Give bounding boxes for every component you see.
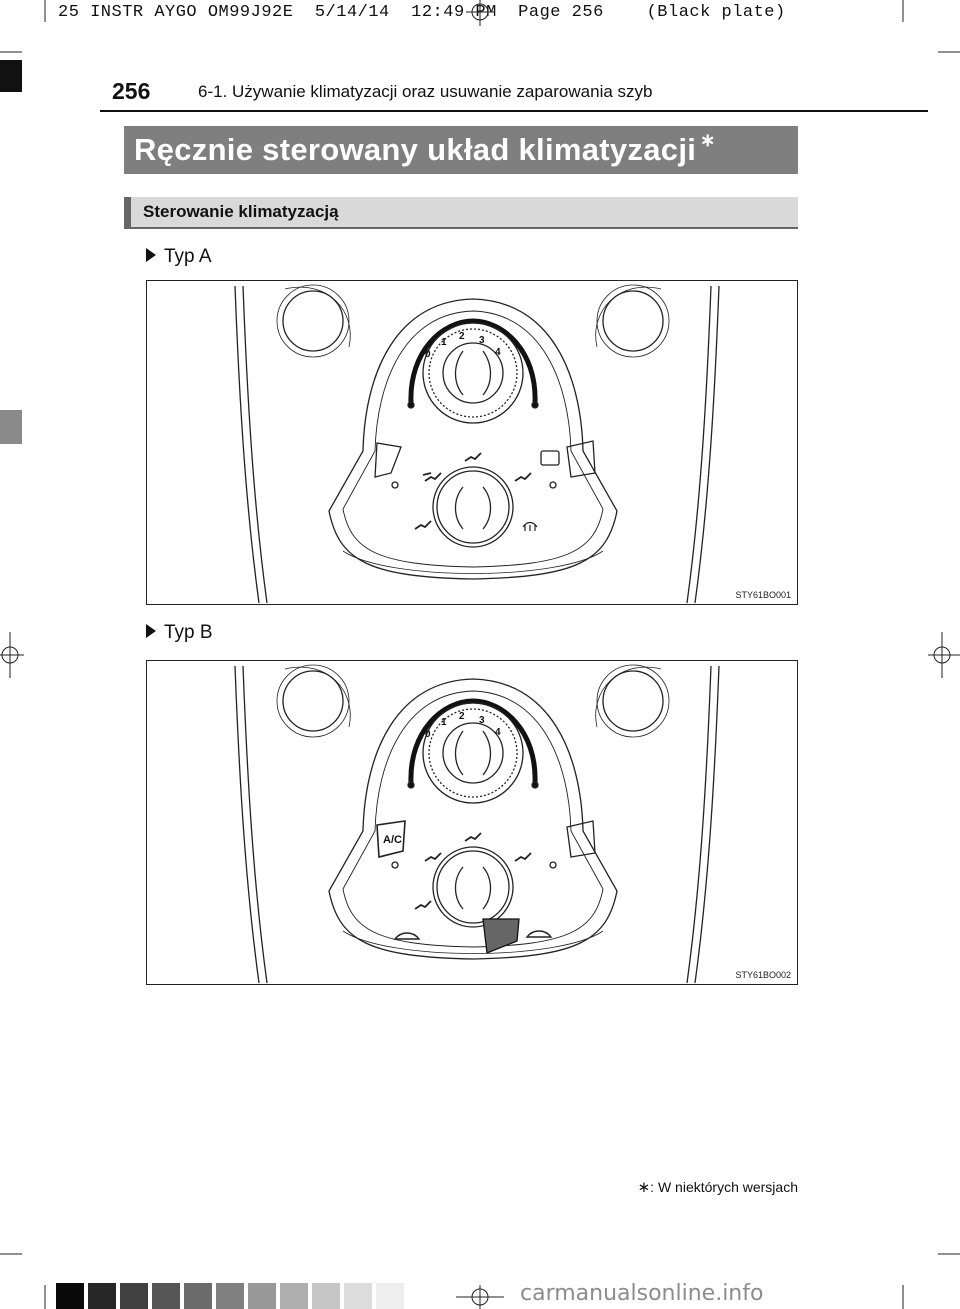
- chapter-tab-black: [0, 60, 22, 92]
- chapter-tab-gray: [0, 410, 22, 444]
- arrow-right-icon: [146, 624, 156, 638]
- running-header: 6-1. Używanie klimatyzacji oraz usuwanie zaparowania szyb: [198, 82, 653, 101]
- calibration-swatch: [344, 1283, 372, 1309]
- figure-type-b: [146, 660, 798, 985]
- dial-label-1: 1: [441, 717, 447, 728]
- calibration-swatch: [376, 1283, 404, 1309]
- calibration-swatch: [216, 1283, 244, 1309]
- dial-label-2: 2: [459, 711, 465, 722]
- page-number: 256: [112, 78, 151, 104]
- figure-code: STY61BO001: [735, 590, 791, 600]
- calibration-swatch: [280, 1283, 308, 1309]
- calibration-swatch: [56, 1283, 84, 1309]
- variant-a-label: [146, 246, 212, 268]
- figure-type-a: [146, 280, 798, 605]
- dial-label-1: 1: [441, 337, 447, 348]
- dial-label-3: 3: [479, 335, 485, 346]
- calibration-swatch: [312, 1283, 340, 1309]
- calibration-swatch: [184, 1283, 212, 1309]
- dial-label-0: 0: [425, 349, 431, 360]
- calibration-swatch: [248, 1283, 276, 1309]
- dial-label-2: 2: [459, 331, 465, 342]
- subsection-title: Sterowanie klimatyzacją: [143, 202, 339, 221]
- footnote-text: : W niektórych wersjach: [650, 1179, 798, 1195]
- ac-panel-type-b-illustration: [147, 661, 798, 985]
- section-title: [134, 132, 716, 168]
- ac-panel-type-a-illustration: [147, 281, 798, 605]
- variant-a-text: Typ A: [164, 246, 212, 267]
- dial-label-0: 0: [425, 729, 431, 740]
- calibration-swatch: [152, 1283, 180, 1309]
- dial-label-4: 4: [495, 347, 501, 358]
- footnote-mark: ∗: [637, 1179, 651, 1196]
- dial-label-3: 3: [479, 715, 485, 726]
- header-rule: [100, 110, 928, 112]
- watermark: carmanualsonline.info: [520, 1281, 764, 1306]
- ac-button-label: A/C: [383, 834, 402, 846]
- section-title-mark: ∗: [700, 130, 716, 150]
- subsection-title-bar: [124, 197, 798, 229]
- arrow-right-icon: [146, 248, 156, 262]
- calibration-swatch: [120, 1283, 148, 1309]
- calibration-swatch: [88, 1283, 116, 1309]
- section-title-text: Ręcznie sterowany układ klimatyzacji: [134, 132, 697, 167]
- figure-code: STY61BO002: [735, 970, 791, 980]
- footnote: [638, 1178, 798, 1196]
- variant-b-text: Typ B: [164, 622, 213, 643]
- dial-label-4: 4: [495, 727, 501, 738]
- variant-b-label: [146, 622, 213, 644]
- print-slug: 25 INSTR AYGO OM99J92E 5/14/14 12:49 PM Page 256 (Black plate): [58, 3, 786, 22]
- section-title-bar: [124, 126, 798, 174]
